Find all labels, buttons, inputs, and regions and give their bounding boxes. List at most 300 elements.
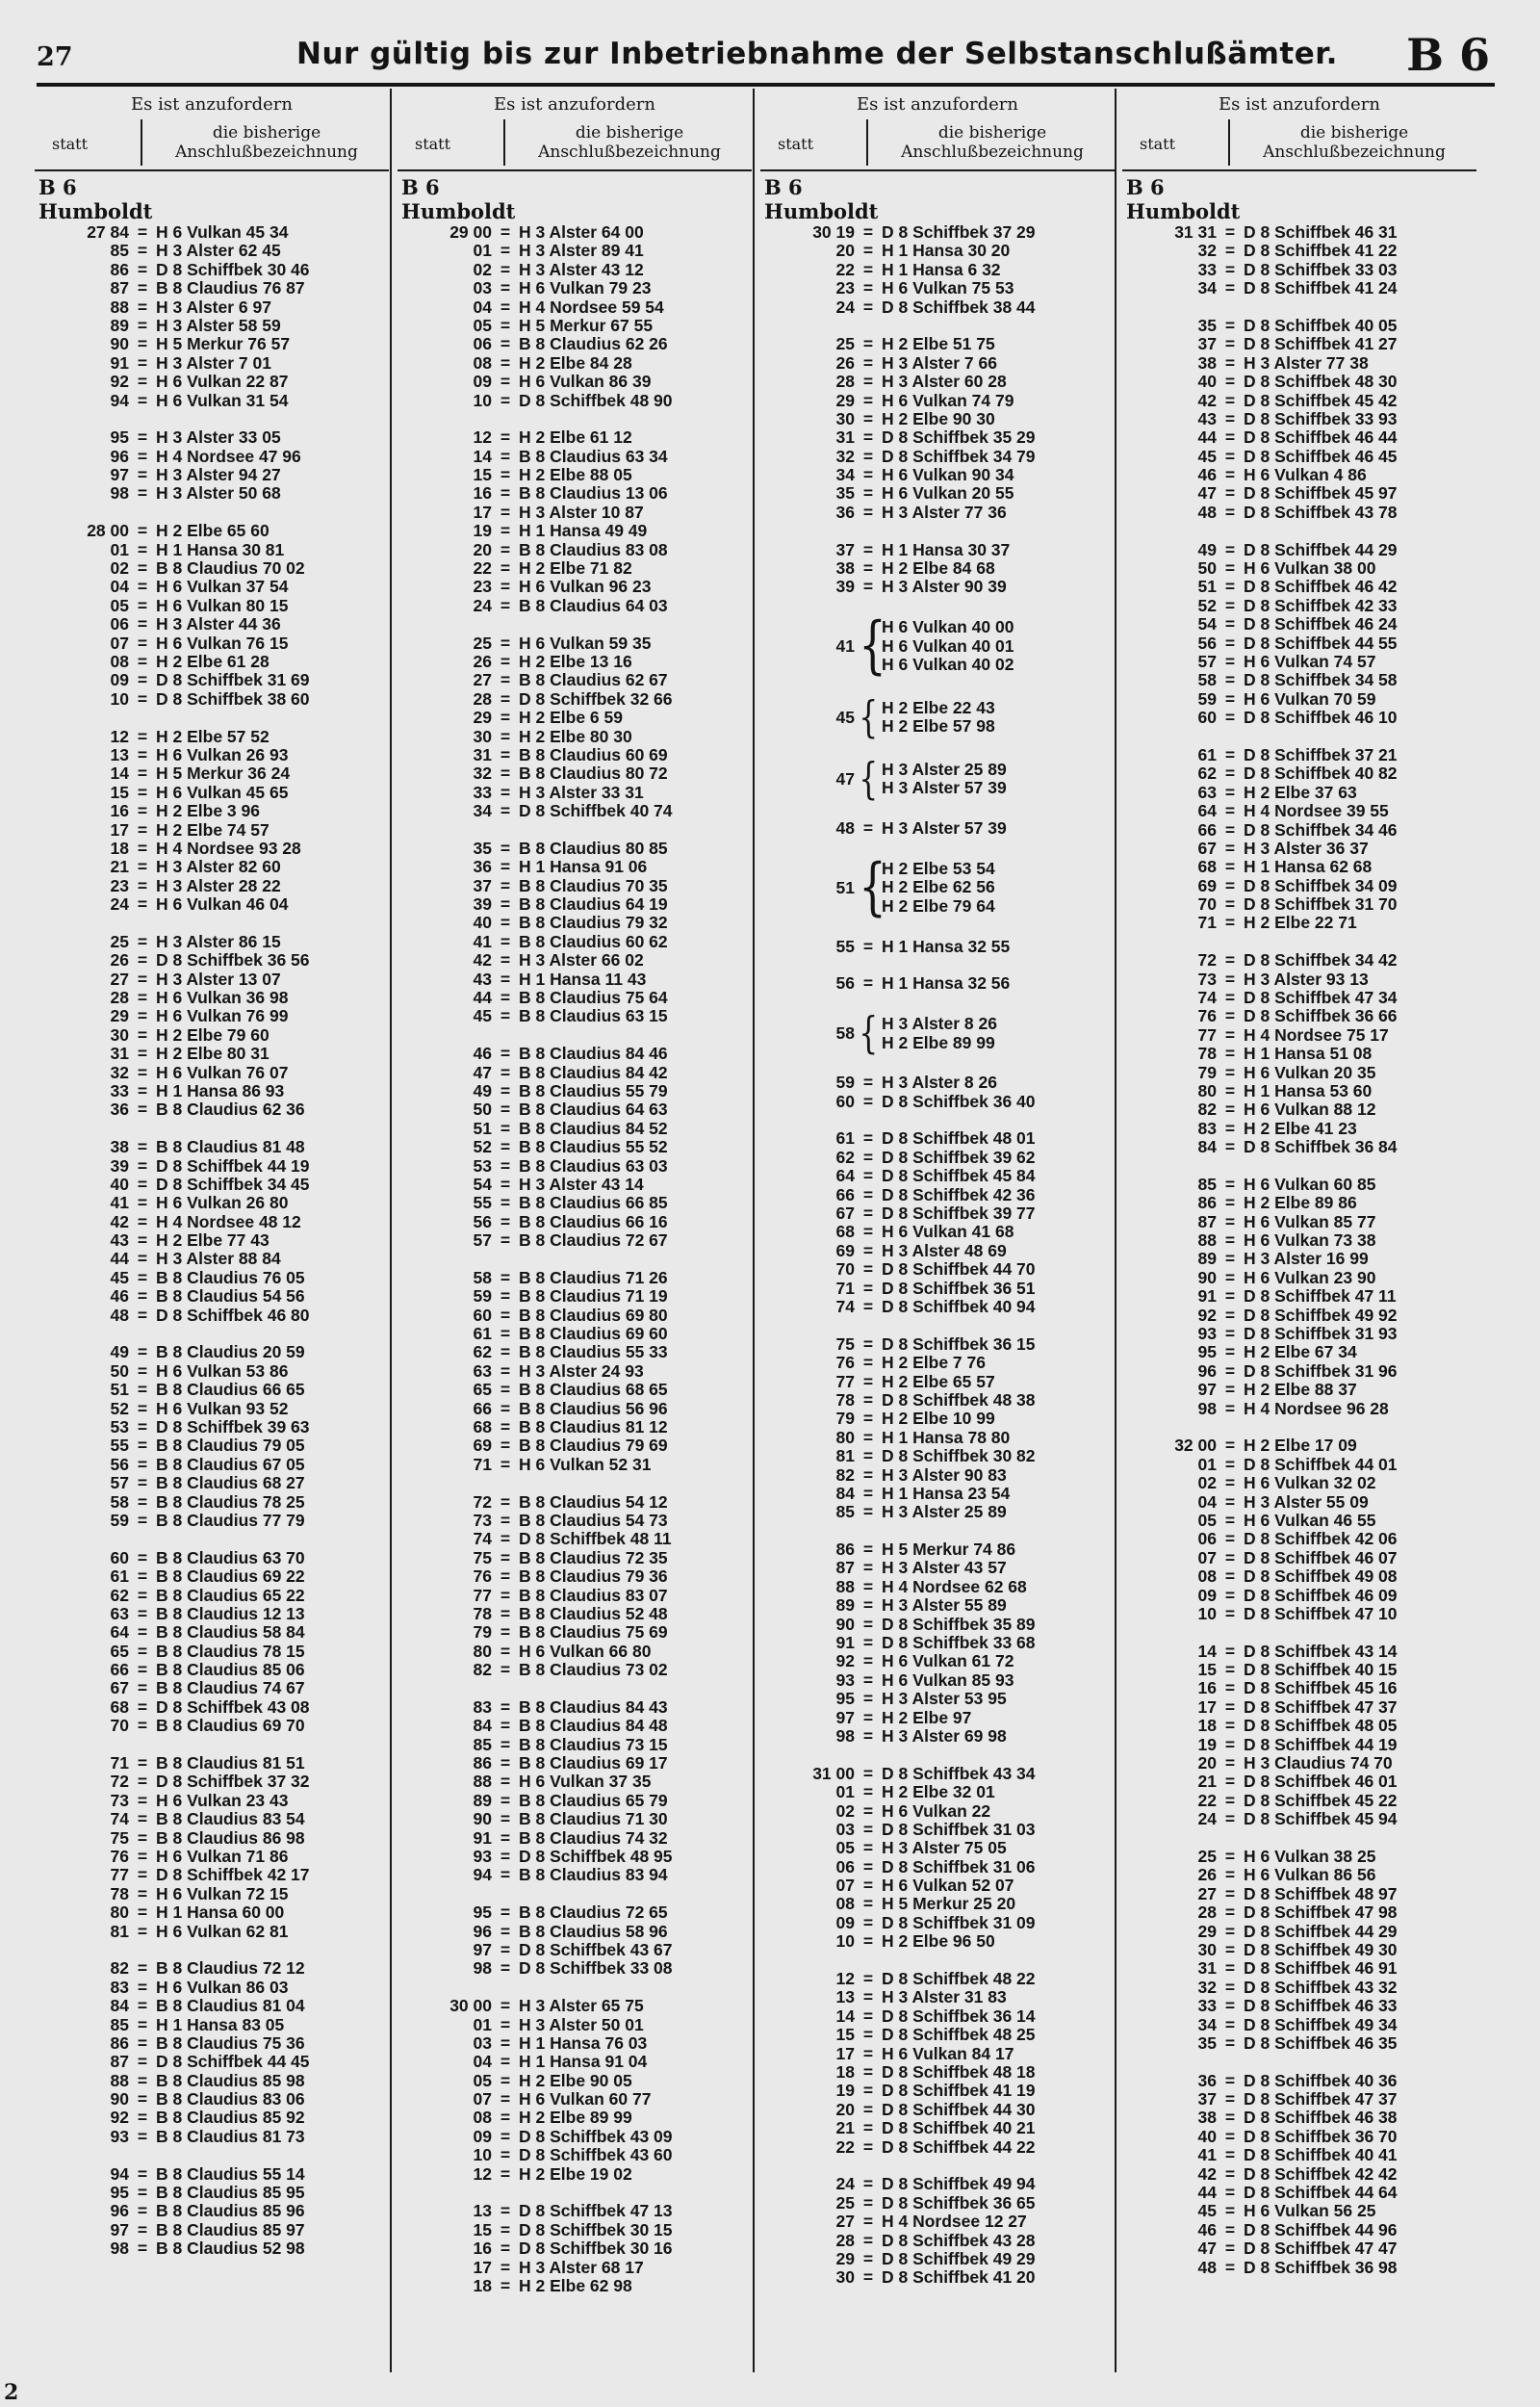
equals-sign: =	[137, 1174, 148, 1194]
previous-number: D 8 Schiffbek 44 29	[1244, 1921, 1398, 1941]
directory-entry	[762, 1485, 1115, 1503]
entry-number: 36	[473, 857, 492, 877]
previous-number: H 6 Vulkan 46 04	[156, 894, 289, 915]
directory-entry	[1124, 1567, 1476, 1586]
entry-number: 09	[473, 372, 492, 392]
previous-number: H 3 Alster 86 15	[156, 931, 281, 951]
previous-number: D 8 Schiffbek 49 34	[1244, 2014, 1398, 2034]
directory-entry	[37, 1512, 389, 1530]
entry-number: 83	[473, 1696, 492, 1717]
entry-number: 65	[473, 1380, 492, 1400]
directory-entry	[762, 2232, 1115, 2250]
equals-sign: =	[1224, 1324, 1236, 1344]
equals-sign: =	[137, 688, 148, 709]
entry-number: 51	[1197, 577, 1217, 597]
entry-number: 45	[473, 1006, 492, 1026]
previous-number: D 8 Schiffbek 41 22	[1244, 241, 1398, 261]
previous-number: D 8 Schiffbek 34 58	[1244, 670, 1398, 690]
previous-number: B 8 Claudius 81 51	[156, 1753, 305, 1773]
directory-entry	[399, 709, 752, 727]
previous-number: H 6 Vulkan 61 72	[882, 1651, 1014, 1671]
entry-number: 91	[473, 1827, 492, 1848]
equals-sign: =	[862, 1540, 874, 1560]
equals-sign: =	[1224, 259, 1236, 279]
entry-number: 31 31	[1174, 222, 1217, 242]
entry-number: 97	[1197, 1380, 1217, 1400]
entry-number: 09	[473, 2126, 492, 2146]
entry-number: 18	[835, 2062, 855, 2082]
equals-sign: =	[500, 1566, 511, 1587]
directory-entry	[399, 2072, 752, 2090]
entry-number: 36	[110, 1100, 129, 1120]
directory-entry	[399, 1623, 752, 1642]
directory-entry	[37, 335, 389, 353]
entry-number: 70	[1197, 894, 1217, 915]
equals-sign: =	[500, 241, 511, 261]
directory-entry	[399, 2109, 752, 2127]
entry-number: 15	[473, 465, 492, 485]
equals-sign: =	[137, 1958, 148, 1979]
equals-sign: =	[500, 1865, 511, 1885]
entry-number: 27	[1197, 1883, 1217, 1903]
equals-sign: =	[1224, 1566, 1236, 1587]
entry-number: 77	[110, 1865, 129, 1885]
equals-sign: =	[1224, 1360, 1236, 1381]
directory-entry	[399, 1231, 752, 1250]
directory-entry	[1124, 1436, 1476, 1455]
previous-number: H 2 Elbe 37 63	[1244, 782, 1357, 802]
header-previous-label: die bisherige Anschlußbezeichnung	[901, 123, 1084, 162]
previous-number: D 8 Schiffbek 31 96	[1244, 1360, 1398, 1381]
previous-number: D 8 Schiffbek 39 63	[156, 1417, 310, 1436]
equals-sign: =	[500, 1080, 511, 1100]
entry-number: 66	[835, 1184, 855, 1204]
entry-number: 40	[110, 1174, 129, 1194]
entry-number: 21	[1197, 1772, 1217, 1792]
equals-sign: =	[137, 1846, 148, 1866]
entry-number: 44	[1197, 2183, 1217, 2203]
entry-number: 64	[110, 1622, 129, 1643]
entry-number: 30	[110, 1024, 129, 1045]
previous-number: D 8 Schiffbek 48 38	[882, 1389, 1036, 1410]
equals-sign: =	[137, 2219, 148, 2239]
directory-entry	[399, 1512, 752, 1530]
equals-sign: =	[1224, 1044, 1236, 1064]
directory-entry	[37, 1810, 389, 1828]
previous-number: D 8 Schiffbek 31 69	[156, 670, 310, 690]
equals-sign: =	[500, 1585, 511, 1605]
directory-entry	[37, 1343, 389, 1361]
directory-entry	[1124, 242, 1476, 260]
entry-number: 57	[1197, 651, 1217, 671]
previous-number: H 3 Alster 66 02	[519, 950, 644, 971]
directory-entry	[762, 974, 1115, 993]
equals-sign: =	[500, 1622, 511, 1643]
directory-entry	[399, 2165, 752, 2184]
previous-number: B 8 Claudius 79 05	[156, 1436, 305, 1456]
equals-sign: =	[1224, 1603, 1236, 1623]
equals-sign: =	[1224, 1100, 1236, 1120]
equals-sign: =	[862, 539, 874, 559]
previous-number: H 3 Alster 58 59	[156, 315, 281, 335]
directory-entry	[762, 2268, 1115, 2287]
entry-number: 40	[473, 913, 492, 933]
entry-number: 41	[110, 1193, 129, 1213]
entry-number: 95	[110, 2183, 129, 2203]
equals-sign: =	[500, 1174, 511, 1194]
directory-entry	[37, 634, 389, 653]
entry-number: 08	[1197, 1566, 1217, 1587]
directory-entry	[762, 410, 1115, 428]
previous-number: H 2 Elbe 80 30	[519, 726, 632, 746]
previous-number: H 1 Hansa 11 43	[519, 969, 647, 989]
directory-entry	[399, 1064, 752, 1082]
equals-sign: =	[137, 950, 148, 971]
previous-number: D 8 Schiffbek 45 16	[1244, 1678, 1398, 1698]
directory-entry	[399, 279, 752, 298]
directory-entry	[1124, 597, 1476, 615]
entry-number: 56	[835, 973, 855, 994]
entry-number: 76	[110, 1846, 129, 1866]
entry-number: 96	[473, 1921, 492, 1941]
previous-number: H 6 Vulkan 76 15	[156, 633, 289, 653]
directory-entry	[399, 653, 752, 671]
directory-entry	[762, 298, 1115, 317]
equals-sign: =	[1224, 1473, 1236, 1493]
entry-number: 85	[835, 1502, 855, 1522]
entry-number: 16	[110, 801, 129, 821]
directory-entry	[762, 2250, 1115, 2268]
equals-sign: =	[137, 2089, 148, 2109]
previous-number: H 6 Vulkan 22	[882, 1800, 991, 1821]
entry-number: 85	[1197, 1174, 1217, 1194]
entry-number: 98	[835, 1725, 855, 1746]
equals-sign: =	[1224, 222, 1236, 242]
entry-number: 91	[110, 352, 129, 373]
directory-entry	[1124, 541, 1476, 559]
entry-number: 83	[1197, 1118, 1217, 1138]
directory-entry	[37, 1979, 389, 1997]
equals-sign: =	[862, 1259, 874, 1280]
directory-entry	[1124, 634, 1476, 653]
previous-number: B 8 Claudius 54 12	[519, 1491, 668, 1512]
entry-number: 29	[1197, 1921, 1217, 1941]
entry-number: 34	[835, 465, 855, 485]
entry-number: 98	[473, 1958, 492, 1979]
entry-number: 14	[110, 764, 129, 784]
equals-sign: =	[862, 1987, 874, 2007]
section-code: B 6	[38, 175, 77, 199]
previous-number: D 8 Schiffbek 46 38	[1244, 2108, 1398, 2128]
previous-number: D 8 Schiffbek 47 47	[1244, 2239, 1398, 2259]
directory-entry	[399, 466, 752, 484]
directory-entry	[762, 279, 1115, 298]
equals-sign: =	[862, 1184, 874, 1204]
previous-number: H 6 Vulkan 85 77	[1244, 1211, 1376, 1231]
directory-entry	[762, 1335, 1115, 1354]
directory-entry	[399, 1120, 752, 1138]
entry-number: 96	[1197, 1360, 1217, 1381]
directory-entry	[37, 466, 389, 484]
entry-number: 96	[110, 446, 129, 466]
directory-entry	[37, 933, 389, 951]
previous-number: B 8 Claudius 56 96	[519, 1398, 668, 1418]
directory-entry	[762, 1652, 1115, 1670]
previous-number: H 5 Merkur 36 24	[156, 764, 291, 784]
equals-sign: =	[1224, 241, 1236, 261]
previous-number: H 6 Vulkan 40 00	[882, 617, 1014, 637]
previous-number: H 2 Elbe 84 68	[882, 558, 995, 579]
previous-number: D 8 Schiffbek 40 15	[1244, 1660, 1398, 1680]
directory-entry	[762, 1709, 1115, 1727]
directory-entry	[1124, 971, 1476, 989]
equals-sign: =	[500, 315, 511, 335]
previous-number: D 8 Schiffbek 33 93	[1244, 408, 1398, 428]
equals-sign: =	[862, 2174, 874, 2194]
entry-number: 35	[1197, 2032, 1217, 2053]
directory-entry	[1124, 914, 1476, 932]
equals-sign: =	[1224, 390, 1236, 410]
entry-number: 09	[835, 1912, 855, 1932]
equals-sign: =	[137, 315, 148, 335]
previous-number: H 3 Alster 82 60	[156, 857, 281, 877]
previous-number: H 3 Alster 24 93	[519, 1360, 644, 1381]
directory-entry	[399, 2221, 752, 2239]
previous-number: H 6 Vulkan 86 56	[1244, 1865, 1376, 1885]
equals-sign: =	[500, 1921, 511, 1941]
previous-number: B 8 Claudius 54 56	[156, 1286, 305, 1307]
directory-entry	[762, 2175, 1115, 2193]
equals-sign: =	[137, 1678, 148, 1698]
entry-number: 47	[1197, 483, 1217, 504]
equals-sign: =	[1224, 614, 1236, 634]
entry-number: 13	[835, 1987, 855, 2007]
directory-entry	[37, 2090, 389, 2109]
equals-sign: =	[862, 1689, 874, 1709]
equals-sign: =	[137, 1883, 148, 1903]
entry-number: 64	[835, 1166, 855, 1186]
header-request-label: Es ist anzufordern	[1219, 94, 1380, 115]
equals-sign: =	[1224, 2126, 1236, 2146]
directory-entry	[37, 1679, 389, 1697]
brace-mark: {	[859, 1007, 879, 1059]
equals-sign: =	[862, 1912, 874, 1932]
equals-sign: =	[862, 372, 874, 392]
entry-number: 72	[473, 1491, 492, 1512]
entry-number: 30 00	[449, 1996, 492, 2016]
directory-entry	[1124, 2221, 1476, 2239]
equals-sign: =	[500, 1342, 511, 1362]
previous-number: H 3 Alster 55 09	[1244, 1491, 1369, 1512]
previous-number: H 3 Alster 57 39	[882, 818, 1007, 839]
previous-number: H 3 Alster 53 95	[882, 1689, 1007, 1709]
equals-sign: =	[500, 222, 511, 242]
directory-entry	[1124, 2072, 1476, 2090]
entry-number: 37	[473, 875, 492, 895]
directory-entry	[37, 2109, 389, 2127]
entry-number: 80	[110, 1902, 129, 1923]
previous-number: H 1 Hansa 91 04	[519, 2052, 648, 2072]
entry-number: 90	[1197, 1267, 1217, 1287]
header-request-label: Es ist anzufordern	[857, 94, 1018, 115]
equals-sign: =	[1224, 1865, 1236, 1885]
grouped-entry	[762, 609, 1115, 683]
previous-number: D 8 Schiffbek 47 37	[1244, 2089, 1398, 2109]
directory-entry	[762, 559, 1115, 578]
equals-sign: =	[500, 1939, 511, 1959]
previous-number: D 8 Schiffbek 41 27	[1244, 334, 1398, 354]
directory-entry	[37, 2016, 389, 2034]
directory-entry	[399, 746, 752, 764]
directory-entry	[399, 1773, 752, 1791]
entry-number: 79	[473, 1622, 492, 1643]
directory-entry	[1124, 1941, 1476, 1959]
directory-entry	[399, 1045, 752, 1063]
directory-entry	[37, 671, 389, 689]
entry-number: 31	[473, 744, 492, 764]
entry-number: 60	[835, 1091, 855, 1111]
directory-entry	[1124, 261, 1476, 279]
equals-sign: =	[137, 726, 148, 746]
previous-number: H 3 Alster 6 97	[156, 297, 271, 317]
previous-number: D 8 Schiffbek 47 34	[1244, 988, 1398, 1008]
equals-sign: =	[137, 1790, 148, 1810]
previous-number: D 8 Schiffbek 33 68	[882, 1633, 1036, 1653]
previous-number: H 3 Alster 60 28	[882, 372, 1007, 392]
entry-number: 85	[110, 241, 129, 261]
previous-number: D 8 Schiffbek 41 20	[882, 2267, 1036, 2288]
directory-entry	[37, 279, 389, 298]
entry-number: 93	[110, 2126, 129, 2146]
previous-number: H 6 Vulkan 38 00	[1244, 558, 1376, 579]
entry-number: 08	[835, 1894, 855, 1914]
equals-sign: =	[500, 1529, 511, 1549]
equals-sign: =	[137, 1603, 148, 1623]
entry-number: 92	[1197, 1305, 1217, 1325]
equals-sign: =	[500, 744, 511, 764]
entry-number: 06	[110, 614, 129, 634]
equals-sign: =	[137, 2052, 148, 2072]
directory-entry	[37, 690, 389, 709]
entry-number: 58	[473, 1267, 492, 1287]
previous-number: D 8 Schiffbek 46 07	[1244, 1547, 1398, 1567]
entry-number: 33	[1197, 259, 1217, 279]
previous-number: H 2 Elbe 79 64	[882, 895, 995, 916]
directory-entry	[37, 2165, 389, 2184]
entry-number: 22	[473, 558, 492, 579]
directory-entry	[1124, 1605, 1476, 1623]
equals-sign: =	[137, 222, 148, 242]
previous-number: H 2 Elbe 65 57	[882, 1371, 995, 1391]
entry-number: 64	[1197, 801, 1217, 821]
entry-number: 49	[473, 1080, 492, 1100]
entry-number: 73	[110, 1790, 129, 1810]
equals-sign: =	[137, 1491, 148, 1512]
previous-number: D 8 Schiffbek 45 84	[882, 1166, 1036, 1186]
grouped-entry	[762, 850, 1115, 923]
previous-number: B 8 Claudius 52 48	[519, 1603, 668, 1623]
previous-number: B 8 Claudius 20 59	[156, 1342, 305, 1362]
equals-sign: =	[1224, 1006, 1236, 1026]
directory-entry	[1124, 2090, 1476, 2109]
directory-entry	[762, 1727, 1115, 1746]
directory-entry	[37, 858, 389, 876]
directory-entry	[37, 1848, 389, 1866]
equals-sign: =	[137, 1398, 148, 1418]
equals-sign: =	[1224, 334, 1236, 354]
entry-number: 28	[835, 2230, 855, 2250]
previous-number: D 8 Schiffbek 39 77	[882, 1204, 1036, 1224]
entry-number: 10	[835, 1931, 855, 1952]
previous-number: H 3 Alster 50 68	[156, 483, 281, 504]
equals-sign: =	[862, 1669, 874, 1690]
previous-number: H 3 Alster 62 45	[156, 241, 281, 261]
entry-number: 22	[835, 259, 855, 279]
entry-number: 61	[835, 1128, 855, 1149]
directory-entry	[399, 1643, 752, 1661]
previous-number: H 6 Vulkan 73 38	[1244, 1230, 1376, 1251]
previous-number: D 8 Schiffbek 30 82	[882, 1446, 1036, 1466]
entry-number: 09	[110, 670, 129, 690]
entry-number: 88	[110, 2070, 129, 2090]
directory-entry	[399, 559, 752, 578]
previous-number: D 8 Schiffbek 48 22	[882, 1969, 1036, 1989]
directory-entry	[762, 242, 1115, 260]
previous-number: H 3 Alster 89 41	[519, 241, 644, 261]
previous-number: B 8 Claudius 72 12	[156, 1958, 305, 1979]
directory-entry	[762, 1578, 1115, 1596]
equals-sign: =	[500, 278, 511, 298]
directory-entry	[37, 971, 389, 989]
directory-entry	[762, 1540, 1115, 1559]
directory-entry	[1124, 2016, 1476, 2034]
entry-number: 93	[835, 1669, 855, 1690]
entry-number: 25	[110, 931, 129, 951]
previous-number: D 8 Schiffbek 49 29	[882, 2248, 1036, 2268]
equals-sign: =	[137, 931, 148, 951]
entry-number: 24	[110, 894, 129, 915]
entry-number: 22	[835, 2136, 855, 2157]
entry-number: 79	[1197, 1062, 1217, 1082]
entry-number: 20	[473, 539, 492, 559]
directory-column	[398, 89, 752, 2370]
previous-number: D 8 Schiffbek 48 05	[1244, 1716, 1398, 1736]
previous-number: H 6 Vulkan 20 55	[882, 483, 1014, 504]
entry-number: 55	[473, 1193, 492, 1213]
entry-number: 45	[1197, 2201, 1217, 2221]
entry-number: 17	[835, 2043, 855, 2063]
previous-number: H 3 Alster 43 14	[519, 1174, 644, 1194]
equals-sign: =	[137, 1286, 148, 1307]
equals-sign: =	[500, 2089, 511, 2109]
equals-sign: =	[500, 465, 511, 485]
entry-number: 06	[835, 1856, 855, 1876]
directory-entry	[37, 1643, 389, 1661]
previous-number: B 8 Claudius 73 15	[519, 1734, 668, 1754]
equals-sign: =	[1224, 352, 1236, 373]
section-mark: B 6	[1406, 29, 1490, 81]
page-number: 27	[37, 42, 73, 72]
equals-sign: =	[1224, 651, 1236, 671]
previous-number: H 6 Vulkan 38 25	[1244, 1846, 1376, 1866]
entry-number: 58	[110, 1491, 129, 1512]
entry-number: 38	[835, 558, 855, 579]
equals-sign: =	[137, 1267, 148, 1287]
equals-sign: =	[500, 1827, 511, 1848]
directory-entry	[37, 1100, 389, 1119]
previous-number: B 8 Claudius 72 35	[519, 1547, 668, 1567]
entry-number: 74	[110, 1809, 129, 1829]
